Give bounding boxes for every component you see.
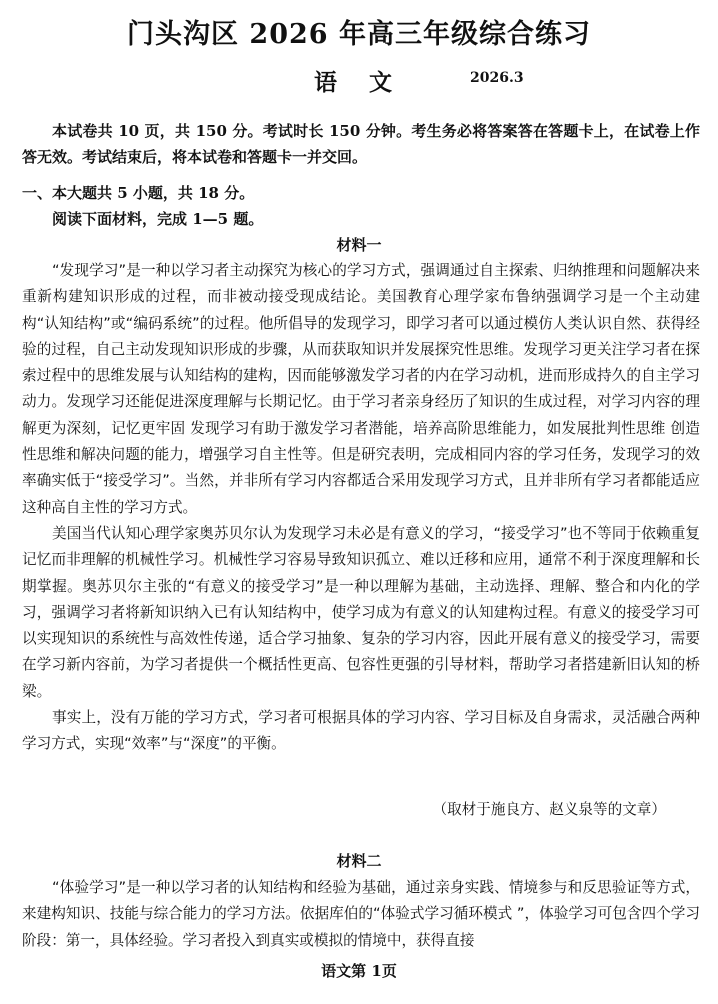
exam-date: 2026.3 — [470, 70, 524, 86]
material-1-paragraph: 事实上，没有万能的学习方式，学习者可根据具体的学习内容、学习目标及自身需求，灵活融合两种学习方式，实现“效率”与“深度”的平衡。 — [22, 709, 700, 753]
section-heading: 一、本大题共 5 小题，共 18 分。 — [22, 184, 255, 202]
material-1-paragraph: “发现学习”是一种以学习者主动探究为核心的学习方式，强调通过自主探索、归纳推理和问题解决来重新构建知识形成的过程，而非被动接受现成结论。美国教育心理学家布鲁纳强调学习是一个主动建构“认知结构”或“编码系统”的过程。他所倡导的发现学习，即学习者可以通过模仿人类认识自然、获得经验的过程，自己主动发现知识形成的步骤，从而获取知识并发展探究性思维。发现学习更关注学习者在探索过程中的思维发展与认知结构的建构，因而能够激发学习者的内在学习动机，进而形成持久的自主学习动力。发现学习还能促进深度理解与长期记忆。由于学习者亲身经历了知识的生成过程，对学习内容的理解更为深刻，记忆更牢固 发现学习有助于激发学习者潜能，培养高阶思维能力，如发展批判性思维 创造性思维和解决问题的能力，增强学习自主性等。但是研究表明，完成相同内容的学习任务，发现学习的效率确实低于“接受学习”。当然，并非所有学习内容都适合采用发现学习方式，且并非所有学习者都能适应这种高自主性的学习方式。 — [22, 262, 700, 516]
reading-instruction: 阅读下面材料，完成 1—5 题。 — [52, 210, 264, 228]
material-1-source: （取材于施良方、赵义泉等的文章） — [432, 801, 666, 818]
subject-heading: 语 文 — [313, 69, 404, 96]
material-2-title: 材料二 — [336, 852, 382, 870]
material-1-body — [22, 258, 700, 758]
material-1-title: 材料一 — [336, 236, 382, 254]
page-footer: 语文第 1页 — [321, 962, 397, 980]
material-2-body — [22, 875, 700, 954]
material-2-paragraph: “体验学习”是一种以学习者的认知结构和经验为基础，通过亲身实践、情境参与和反思验证等方式，来建构知识、技能与综合能力的学习方法。依据库伯的“体验式学习循环模式 ”，体验学习可包含四个学习阶段：第一，具体经验。学习者投入到真实或模拟的情境中，获得直接 — [22, 879, 700, 949]
material-1-paragraph: 美国当代认知心理学家奥苏贝尔认为发现学习未必是有意义的学习，“接受学习”也不等同于依赖重复记忆而非理解的机械性学习。机械性学习容易导致知识孤立、难以迁移和应用，通常不利于深度理解和长期掌握。奥苏贝尔主张的“有意义的接受学习”是一种以理解为基础，主动选择、理解、整合和内化的学习，强调学习者将新知识纳入已有认知结构中，使学习成为有意义的认知建构过程。有意义的接受学习可以实现知识的系统性与高效性传递，适合学习抽象、复杂的学习内容，因此开展有意义的接受学习，需要在学习新内容前，为学习者提供一个概括性更高、包容性更强的引导材料，帮助学习者搭建新旧认知的桥梁。 — [22, 524, 700, 700]
exam-instructions: 本试卷共 10 页，共 150 分。考试时长 150 分钟。考生务必将答案答在答题卡上，在试卷上作答无效。考试结束后，将本试卷和答题卡一并交回。 — [22, 122, 700, 166]
exam-title: 门头沟区 2026 年高三年级综合练习 — [127, 19, 591, 50]
